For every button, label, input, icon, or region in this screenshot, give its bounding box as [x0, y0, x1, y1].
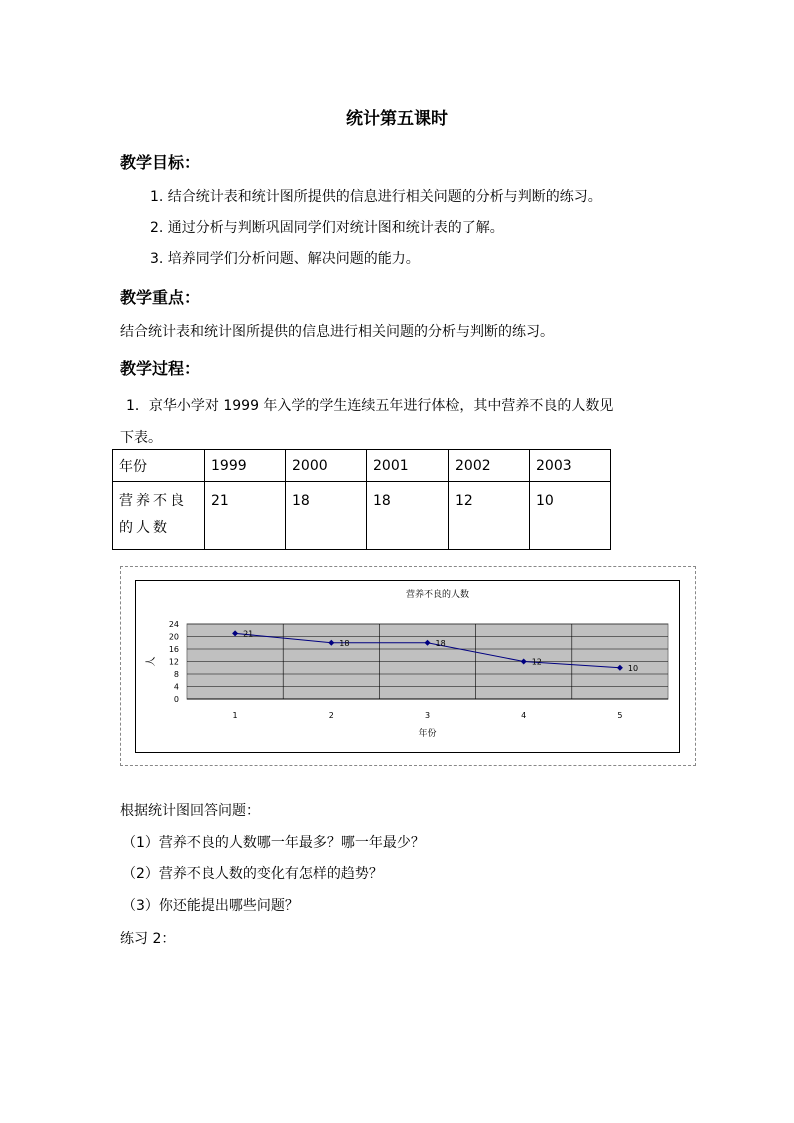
data-label: 10	[627, 663, 639, 673]
data-label: 18	[435, 638, 446, 648]
focus-heading: 教学重点：	[120, 288, 201, 307]
x-tick-label: 4	[521, 711, 527, 720]
y-tick-label: 12	[168, 657, 179, 667]
question-2: （2）营养不良人数的变化有怎样的趋势？	[122, 866, 383, 882]
y-tick-label: 16	[168, 645, 179, 654]
table-cell-year: 2000	[286, 450, 367, 482]
data-label: 21	[243, 629, 254, 639]
process-intro-line2: 下表。	[120, 430, 162, 446]
chart-area	[135, 580, 680, 753]
objective-item-2: 2. 通过分析与判断巩固同学们对统计图和统计表的了解。	[150, 220, 504, 236]
table-header-year: 年份	[113, 450, 205, 482]
question-3: （3）你还能提出哪些问题？	[122, 898, 299, 914]
table-cell-value: 18	[367, 482, 449, 550]
nutrition-table	[112, 449, 611, 550]
objective-item-3: 3. 培养同学们分析问题、解决问题的能力。	[150, 251, 420, 267]
table-cell-value: 10	[530, 482, 611, 550]
objectives-heading: 教学目标：	[120, 153, 201, 172]
process-heading: 教学过程：	[120, 359, 201, 378]
data-label: 12	[531, 657, 542, 667]
x-tick-label: 3	[424, 711, 431, 720]
objective-item-1: 1. 结合统计表和统计图所提供的信息进行相关问题的分析与判断的练习。	[150, 189, 602, 205]
y-tick-label: 20	[168, 632, 179, 642]
y-tick-label: 0	[173, 695, 179, 704]
table-cell-value: 21	[205, 482, 286, 550]
y-tick-label: 4	[173, 682, 179, 692]
x-axis-label: 年份	[418, 729, 437, 739]
questions-intro: 根据统计图回答问题：	[120, 803, 260, 819]
table-cell-value: 12	[449, 482, 530, 550]
table-cell-value: 18	[286, 482, 367, 550]
table-row-years	[113, 450, 611, 482]
x-tick-label: 1	[232, 711, 238, 720]
line-chart	[136, 581, 679, 752]
table-header-count: 营养不良的人数	[113, 482, 205, 550]
y-tick-label: 8	[173, 670, 179, 679]
table-cell-year: 2001	[367, 450, 449, 482]
table-cell-year: 2002	[449, 450, 530, 482]
focus-text: 结合统计表和统计图所提供的信息进行相关问题的分析与判断的练习。	[120, 324, 554, 340]
x-tick-label: 5	[617, 711, 623, 720]
exercise-label: 练习 2：	[120, 931, 176, 947]
page-title: 统计第五课时	[346, 109, 448, 129]
x-tick-label: 2	[328, 711, 334, 720]
data-label: 18	[339, 638, 350, 648]
chart-title: 营养不良的人数	[405, 590, 470, 600]
table-cell-year: 1999	[205, 450, 286, 482]
y-tick-label: 24	[168, 620, 179, 629]
table-row-values	[113, 482, 611, 550]
table-cell-year: 2003	[530, 450, 611, 482]
question-1: （1）营养不良的人数哪一年最多？哪一年最少？	[122, 835, 425, 851]
y-axis-label: 人	[146, 656, 157, 667]
process-intro-line1: 1．京华小学对 1999 年入学的学生连续五年进行体检，其中营养不良的人数见	[126, 398, 614, 414]
